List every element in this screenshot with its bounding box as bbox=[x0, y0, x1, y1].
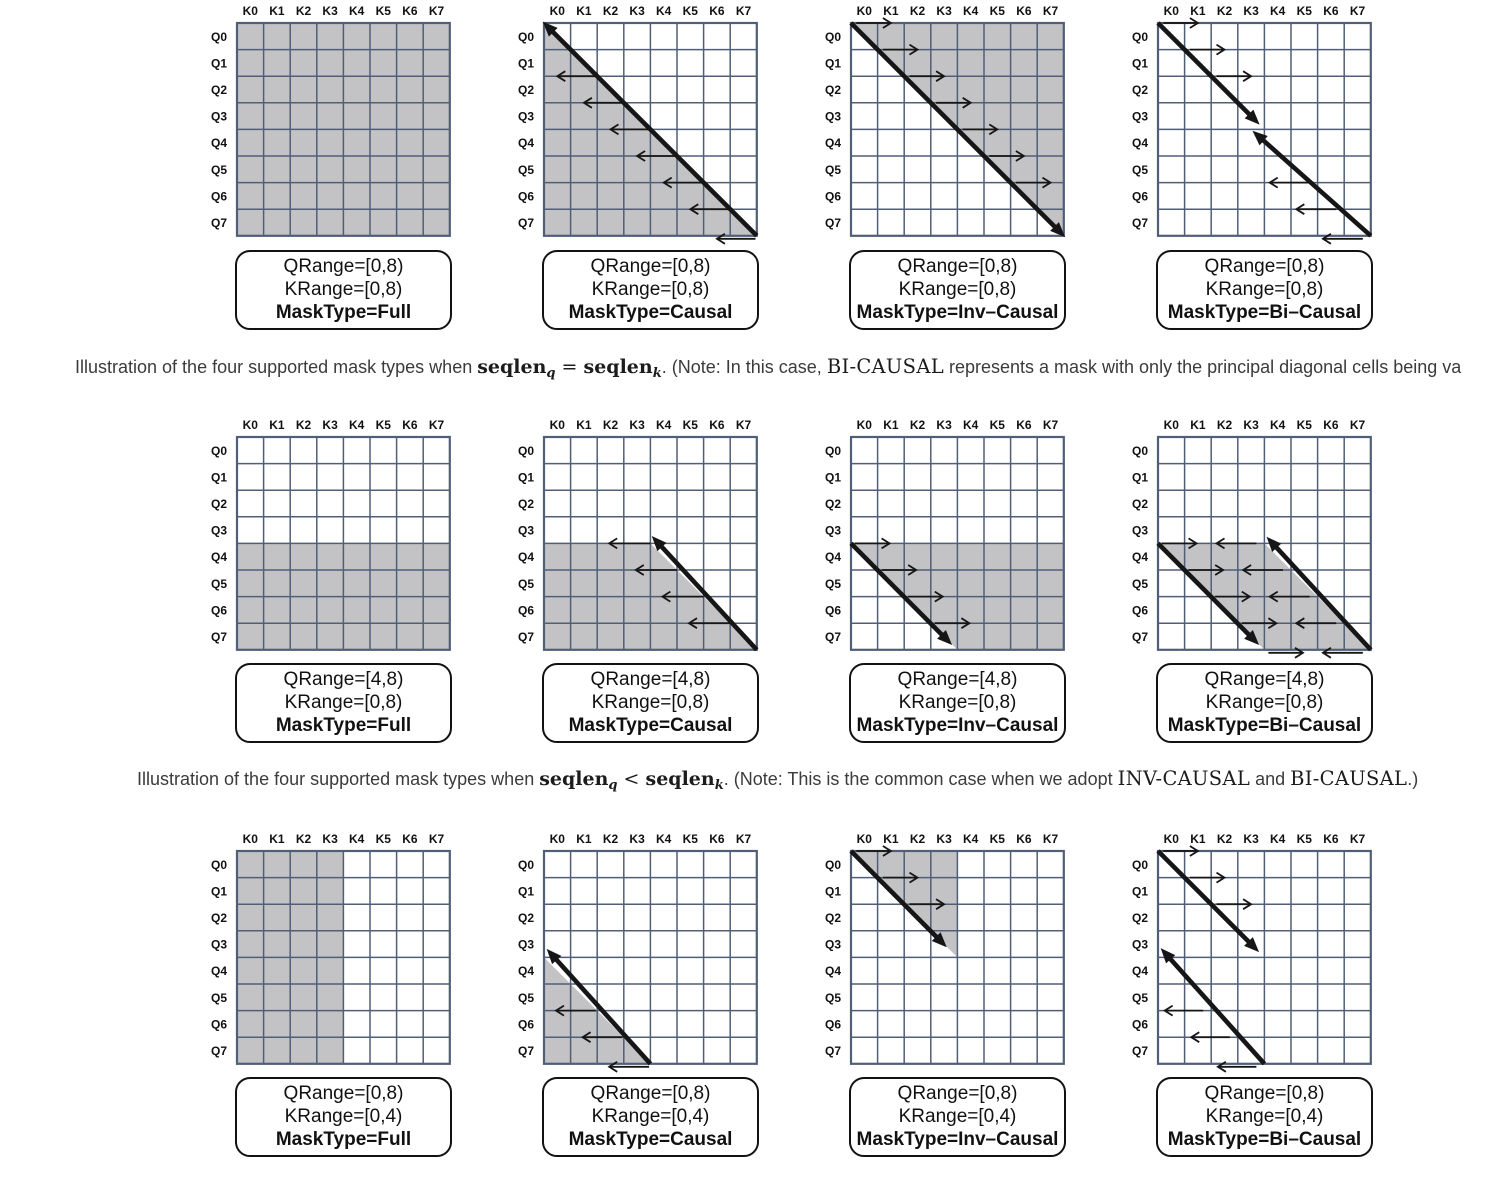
k-label: K5 bbox=[1296, 832, 1312, 846]
caption-segment: . (Note: This is the common case when we adopt bbox=[723, 769, 1118, 789]
caption-segment: < bbox=[617, 768, 646, 790]
k-label: K6 bbox=[402, 418, 418, 432]
k-label: K7 bbox=[1042, 418, 1059, 432]
q-label: Q5 bbox=[517, 990, 534, 1005]
k-label: K1 bbox=[269, 418, 285, 432]
k-label: K3 bbox=[1243, 832, 1259, 846]
q-label: Q7 bbox=[517, 1044, 534, 1058]
q-label: Q2 bbox=[1131, 497, 1148, 511]
q-label: Q1 bbox=[210, 56, 227, 71]
caption-segment: seqlen bbox=[645, 768, 715, 790]
q-label: Q3 bbox=[210, 937, 227, 952]
q-label: Q2 bbox=[210, 83, 227, 97]
masktype-text: MaskType=Inv–Causal bbox=[856, 1129, 1059, 1150]
figure-caption-2 bbox=[137, 767, 1418, 793]
q-label: Q0 bbox=[824, 857, 841, 872]
k-label: K3 bbox=[322, 832, 338, 846]
k-label: K3 bbox=[936, 418, 952, 432]
qrange-text: QRange=[4,8) bbox=[283, 669, 404, 690]
k-label: K2 bbox=[1216, 832, 1233, 846]
q-label: Q6 bbox=[824, 1017, 841, 1032]
k-label: K7 bbox=[1042, 832, 1059, 846]
k-label: K5 bbox=[375, 832, 391, 846]
k-label: K6 bbox=[1323, 4, 1339, 18]
q-label: Q1 bbox=[1131, 470, 1148, 485]
q-label: Q2 bbox=[1131, 911, 1148, 925]
masktype-text: MaskType=Bi–Causal bbox=[1167, 715, 1362, 736]
masktype-text: MaskType=Causal bbox=[568, 1129, 733, 1150]
q-label: Q3 bbox=[210, 109, 227, 124]
masktype-text: MaskType=Causal bbox=[568, 715, 733, 736]
diagonal-arrow bbox=[1158, 23, 1260, 125]
q-label: Q7 bbox=[824, 1044, 841, 1058]
masktype-text: MaskType=Bi–Causal bbox=[1167, 302, 1362, 323]
mask-grid-inv-causal bbox=[813, 411, 1075, 663]
k-label: K0 bbox=[549, 832, 565, 846]
caption-segment: k bbox=[652, 366, 662, 381]
k-label: K0 bbox=[856, 832, 872, 846]
k-label: K2 bbox=[909, 418, 926, 432]
k-label: K2 bbox=[602, 418, 619, 432]
q-label: Q6 bbox=[210, 603, 227, 618]
k-label: K2 bbox=[1216, 418, 1233, 432]
krange-text: KRange=[0,8) bbox=[591, 692, 710, 713]
krange-text: KRange=[0,8) bbox=[898, 692, 1017, 713]
mask-grid-bi-causal bbox=[1120, 411, 1382, 663]
mask-info-box-causal bbox=[542, 1077, 759, 1157]
k-label: K2 bbox=[602, 4, 619, 18]
q-label: Q4 bbox=[824, 136, 841, 151]
q-label: Q3 bbox=[517, 523, 534, 538]
k-label: K2 bbox=[295, 832, 312, 846]
qrange-text: QRange=[0,8) bbox=[590, 1083, 711, 1104]
k-label: K2 bbox=[909, 832, 926, 846]
k-label: K7 bbox=[1042, 4, 1059, 18]
q-label: Q7 bbox=[517, 630, 534, 644]
q-label: Q2 bbox=[1131, 83, 1148, 97]
caption-segment: represents a mask with only the principal diagonal cells being va bbox=[943, 357, 1462, 377]
k-label: K5 bbox=[375, 4, 391, 18]
k-label: K5 bbox=[989, 832, 1005, 846]
k-label: K5 bbox=[1296, 418, 1312, 432]
caption-segment: INV-CAUSAL bbox=[1117, 767, 1251, 790]
q-label: Q3 bbox=[210, 523, 227, 538]
k-label: K1 bbox=[883, 4, 899, 18]
q-label: Q7 bbox=[824, 630, 841, 644]
k-label: K7 bbox=[428, 4, 445, 18]
mask-info-box-full bbox=[235, 663, 452, 743]
q-label: Q7 bbox=[1131, 1044, 1148, 1058]
mask-info-box-full bbox=[235, 250, 452, 330]
k-label: K1 bbox=[576, 418, 592, 432]
q-label: Q4 bbox=[1131, 550, 1148, 565]
k-label: K5 bbox=[989, 4, 1005, 18]
k-label: K5 bbox=[682, 4, 698, 18]
q-label: Q1 bbox=[517, 56, 534, 71]
caption-segment: k bbox=[714, 778, 724, 793]
mask-grid-full bbox=[199, 0, 461, 249]
q-label: Q0 bbox=[1131, 29, 1148, 44]
q-label: Q1 bbox=[517, 470, 534, 485]
k-label: K0 bbox=[242, 832, 258, 846]
k-label: K2 bbox=[295, 4, 312, 18]
k-label: K1 bbox=[1190, 832, 1206, 846]
mask-info-box-bi-causal bbox=[1156, 1077, 1373, 1157]
qrange-text: QRange=[0,8) bbox=[897, 1083, 1018, 1104]
q-label: Q7 bbox=[824, 216, 841, 230]
q-label: Q0 bbox=[210, 857, 227, 872]
mask-grid-full bbox=[199, 411, 461, 663]
right-step-arrow bbox=[1190, 45, 1225, 55]
q-label: Q1 bbox=[210, 470, 227, 485]
k-label: K4 bbox=[349, 4, 365, 18]
q-label: Q5 bbox=[824, 162, 841, 177]
k-label: K0 bbox=[242, 4, 258, 18]
q-label: Q6 bbox=[517, 1017, 534, 1032]
mask-grid-inv-causal bbox=[813, 825, 1075, 1077]
q-label: Q3 bbox=[1131, 937, 1148, 952]
q-label: Q2 bbox=[517, 911, 534, 925]
qrange-text: QRange=[0,8) bbox=[283, 256, 404, 277]
mask-info-box-inv-causal bbox=[849, 663, 1066, 743]
caption-segment: q bbox=[608, 778, 618, 793]
q-label: Q6 bbox=[517, 189, 534, 204]
right-step-arrow bbox=[1163, 18, 1198, 28]
q-label: Q0 bbox=[824, 443, 841, 458]
q-label: Q7 bbox=[210, 630, 227, 644]
q-label: Q0 bbox=[210, 443, 227, 458]
q-label: Q5 bbox=[210, 990, 227, 1005]
k-label: K6 bbox=[709, 4, 725, 18]
k-label: K0 bbox=[1163, 832, 1179, 846]
k-label: K4 bbox=[1270, 418, 1286, 432]
masktype-text: MaskType=Full bbox=[275, 302, 412, 323]
mask-info-box-bi-causal bbox=[1156, 250, 1373, 330]
k-label: K4 bbox=[963, 4, 979, 18]
q-label: Q7 bbox=[210, 216, 227, 230]
k-label: K1 bbox=[269, 4, 285, 18]
k-label: K2 bbox=[909, 4, 926, 18]
k-label: K3 bbox=[322, 4, 338, 18]
k-label: K6 bbox=[402, 4, 418, 18]
q-label: Q4 bbox=[1131, 136, 1148, 151]
q-label: Q0 bbox=[1131, 857, 1148, 872]
k-label: K6 bbox=[1016, 418, 1032, 432]
left-step-arrow bbox=[1296, 204, 1336, 214]
q-label: Q1 bbox=[824, 56, 841, 71]
k-label: K2 bbox=[295, 418, 312, 432]
q-label: Q6 bbox=[210, 1017, 227, 1032]
q-label: Q0 bbox=[210, 29, 227, 44]
k-label: K1 bbox=[576, 4, 592, 18]
q-label: Q5 bbox=[824, 576, 841, 591]
mask-info-box-bi-causal bbox=[1156, 663, 1373, 743]
q-label: Q6 bbox=[1131, 603, 1148, 618]
qrange-text: QRange=[0,8) bbox=[1204, 1083, 1325, 1104]
q-label: Q2 bbox=[210, 911, 227, 925]
mask-info-box-causal bbox=[542, 663, 759, 743]
k-label: K7 bbox=[1349, 418, 1366, 432]
k-label: K2 bbox=[1216, 4, 1233, 18]
q-label: Q7 bbox=[1131, 216, 1148, 230]
krange-text: KRange=[0,8) bbox=[1205, 692, 1324, 713]
mask-info-box-inv-causal bbox=[849, 1077, 1066, 1157]
k-label: K3 bbox=[629, 418, 645, 432]
caption-segment: Illustration of the four supported mask types when bbox=[75, 357, 478, 377]
k-label: K0 bbox=[242, 418, 258, 432]
q-label: Q5 bbox=[1131, 162, 1148, 177]
mask-grid-inv-causal bbox=[813, 0, 1075, 249]
k-label: K6 bbox=[709, 832, 725, 846]
q-label: Q3 bbox=[1131, 109, 1148, 124]
krange-text: KRange=[0,8) bbox=[284, 692, 403, 713]
k-label: K3 bbox=[629, 832, 645, 846]
k-label: K0 bbox=[1163, 418, 1179, 432]
q-label: Q7 bbox=[517, 216, 534, 230]
q-label: Q4 bbox=[1131, 964, 1148, 979]
masktype-text: MaskType=Bi–Causal bbox=[1167, 1129, 1362, 1150]
k-label: K4 bbox=[1270, 832, 1286, 846]
q-label: Q4 bbox=[210, 550, 227, 565]
q-label: Q0 bbox=[517, 29, 534, 44]
k-label: K7 bbox=[735, 418, 752, 432]
masktype-text: MaskType=Full bbox=[275, 1129, 412, 1150]
q-label: Q5 bbox=[1131, 576, 1148, 591]
k-label: K4 bbox=[963, 832, 979, 846]
k-label: K5 bbox=[682, 418, 698, 432]
caption-segment: and bbox=[1250, 769, 1291, 789]
q-label: Q5 bbox=[517, 162, 534, 177]
krange-text: KRange=[0,8) bbox=[591, 279, 710, 300]
k-label: K0 bbox=[1163, 4, 1179, 18]
q-label: Q4 bbox=[517, 136, 534, 151]
caption-segment: . (Note: In this case, bbox=[661, 357, 827, 377]
caption-segment: q bbox=[546, 366, 556, 381]
q-label: Q0 bbox=[824, 29, 841, 44]
k-label: K3 bbox=[629, 4, 645, 18]
mask-info-box-full bbox=[235, 1077, 452, 1157]
q-label: Q4 bbox=[517, 964, 534, 979]
q-label: Q4 bbox=[210, 136, 227, 151]
q-label: Q1 bbox=[210, 884, 227, 899]
k-label: K5 bbox=[682, 832, 698, 846]
caption-segment: BI-CAUSAL bbox=[1290, 767, 1408, 790]
q-label: Q1 bbox=[1131, 56, 1148, 71]
krange-text: KRange=[0,8) bbox=[284, 279, 403, 300]
q-label: Q5 bbox=[1131, 990, 1148, 1005]
diagonal-arrow bbox=[1161, 948, 1265, 1064]
qrange-text: QRange=[4,8) bbox=[1204, 669, 1325, 690]
q-label: Q4 bbox=[517, 550, 534, 565]
k-label: K7 bbox=[428, 418, 445, 432]
k-label: K1 bbox=[269, 832, 285, 846]
k-label: K4 bbox=[963, 418, 979, 432]
q-label: Q4 bbox=[210, 964, 227, 979]
q-label: Q2 bbox=[517, 83, 534, 97]
diagonal-arrow bbox=[1158, 851, 1259, 952]
k-label: K7 bbox=[1349, 4, 1366, 18]
krange-text: KRange=[0,4) bbox=[284, 1106, 403, 1127]
q-label: Q6 bbox=[1131, 189, 1148, 204]
k-label: K7 bbox=[735, 832, 752, 846]
k-label: K4 bbox=[349, 418, 365, 432]
masktype-text: MaskType=Inv–Causal bbox=[856, 715, 1059, 736]
caption-segment: .) bbox=[1407, 769, 1419, 789]
q-label: Q5 bbox=[824, 990, 841, 1005]
k-label: K1 bbox=[883, 832, 899, 846]
k-label: K1 bbox=[1190, 418, 1206, 432]
right-step-arrow bbox=[1190, 873, 1225, 883]
k-label: K1 bbox=[576, 832, 592, 846]
krange-text: KRange=[0,8) bbox=[1205, 279, 1324, 300]
q-label: Q3 bbox=[824, 109, 841, 124]
caption-segment: seqlen bbox=[583, 356, 653, 378]
q-label: Q6 bbox=[824, 189, 841, 204]
k-label: K7 bbox=[428, 832, 445, 846]
qrange-text: QRange=[0,8) bbox=[283, 1083, 404, 1104]
q-label: Q6 bbox=[824, 603, 841, 618]
k-label: K6 bbox=[709, 418, 725, 432]
mask-grid-causal bbox=[506, 825, 768, 1077]
k-label: K7 bbox=[1349, 832, 1366, 846]
q-label: Q6 bbox=[1131, 1017, 1148, 1032]
k-label: K5 bbox=[1296, 4, 1312, 18]
q-label: Q7 bbox=[210, 1044, 227, 1058]
k-label: K4 bbox=[656, 4, 672, 18]
q-label: Q2 bbox=[824, 83, 841, 97]
masktype-text: MaskType=Full bbox=[275, 715, 412, 736]
k-label: K0 bbox=[856, 4, 872, 18]
q-label: Q6 bbox=[517, 603, 534, 618]
caption-segment: Illustration of the four supported mask types when bbox=[137, 769, 540, 789]
q-label: Q1 bbox=[517, 884, 534, 899]
k-label: K0 bbox=[856, 418, 872, 432]
qrange-text: QRange=[0,8) bbox=[590, 256, 711, 277]
q-label: Q2 bbox=[517, 497, 534, 511]
mask-grid-causal bbox=[506, 0, 768, 249]
k-label: K1 bbox=[1190, 4, 1206, 18]
mask-info-box-causal bbox=[542, 250, 759, 330]
k-label: K3 bbox=[1243, 4, 1259, 18]
q-label: Q2 bbox=[210, 497, 227, 511]
k-label: K4 bbox=[1270, 4, 1286, 18]
q-label: Q1 bbox=[824, 884, 841, 899]
k-label: K5 bbox=[375, 418, 391, 432]
qrange-text: QRange=[4,8) bbox=[590, 669, 711, 690]
k-label: K4 bbox=[656, 418, 672, 432]
q-label: Q3 bbox=[517, 937, 534, 952]
q-label: Q3 bbox=[824, 523, 841, 538]
q-label: Q5 bbox=[210, 576, 227, 591]
q-label: Q4 bbox=[824, 964, 841, 979]
krange-text: KRange=[0,8) bbox=[898, 279, 1017, 300]
k-label: K3 bbox=[936, 4, 952, 18]
k-label: K6 bbox=[1323, 418, 1339, 432]
right-step-arrow bbox=[1217, 899, 1252, 909]
k-label: K2 bbox=[602, 832, 619, 846]
q-label: Q0 bbox=[517, 443, 534, 458]
mask-grid-bi-causal bbox=[1120, 0, 1382, 249]
k-label: K4 bbox=[349, 832, 365, 846]
q-label: Q1 bbox=[824, 470, 841, 485]
k-label: K3 bbox=[936, 832, 952, 846]
k-label: K6 bbox=[1323, 832, 1339, 846]
k-label: K5 bbox=[989, 418, 1005, 432]
k-label: K0 bbox=[549, 4, 565, 18]
mask-grid-causal bbox=[506, 411, 768, 663]
right-step-arrow bbox=[1163, 846, 1198, 856]
q-label: Q3 bbox=[517, 109, 534, 124]
k-label: K7 bbox=[735, 4, 752, 18]
k-label: K3 bbox=[322, 418, 338, 432]
krange-text: KRange=[0,4) bbox=[898, 1106, 1017, 1127]
q-label: Q1 bbox=[1131, 884, 1148, 899]
k-label: K0 bbox=[549, 418, 565, 432]
mask-grid-bi-causal bbox=[1120, 825, 1382, 1077]
caption-segment: seqlen bbox=[539, 768, 609, 790]
q-label: Q7 bbox=[1131, 630, 1148, 644]
q-label: Q4 bbox=[824, 550, 841, 565]
k-label: K4 bbox=[656, 832, 672, 846]
q-label: Q0 bbox=[1131, 443, 1148, 458]
caption-segment: BI-CAUSAL bbox=[826, 355, 944, 378]
caption-segment: = bbox=[555, 356, 584, 378]
q-label: Q5 bbox=[210, 162, 227, 177]
masktype-text: MaskType=Inv–Causal bbox=[856, 302, 1059, 323]
caption-segment: seqlen bbox=[477, 356, 547, 378]
figure-caption-1 bbox=[75, 355, 1461, 381]
k-label: K6 bbox=[1016, 4, 1032, 18]
right-step-arrow bbox=[1217, 71, 1252, 81]
krange-text: KRange=[0,4) bbox=[591, 1106, 710, 1127]
q-label: Q6 bbox=[210, 189, 227, 204]
k-label: K6 bbox=[402, 832, 418, 846]
q-label: Q3 bbox=[1131, 523, 1148, 538]
qrange-text: QRange=[0,8) bbox=[1204, 256, 1325, 277]
q-label: Q2 bbox=[824, 497, 841, 511]
krange-text: KRange=[0,4) bbox=[1205, 1106, 1324, 1127]
q-label: Q2 bbox=[824, 911, 841, 925]
k-label: K1 bbox=[883, 418, 899, 432]
k-label: K3 bbox=[1243, 418, 1259, 432]
mask-info-box-inv-causal bbox=[849, 250, 1066, 330]
q-label: Q3 bbox=[824, 937, 841, 952]
q-label: Q0 bbox=[517, 857, 534, 872]
mask-grid-full bbox=[199, 825, 461, 1077]
qrange-text: QRange=[4,8) bbox=[897, 669, 1018, 690]
q-label: Q5 bbox=[517, 576, 534, 591]
masktype-text: MaskType=Causal bbox=[568, 302, 733, 323]
qrange-text: QRange=[0,8) bbox=[897, 256, 1018, 277]
k-label: K6 bbox=[1016, 832, 1032, 846]
